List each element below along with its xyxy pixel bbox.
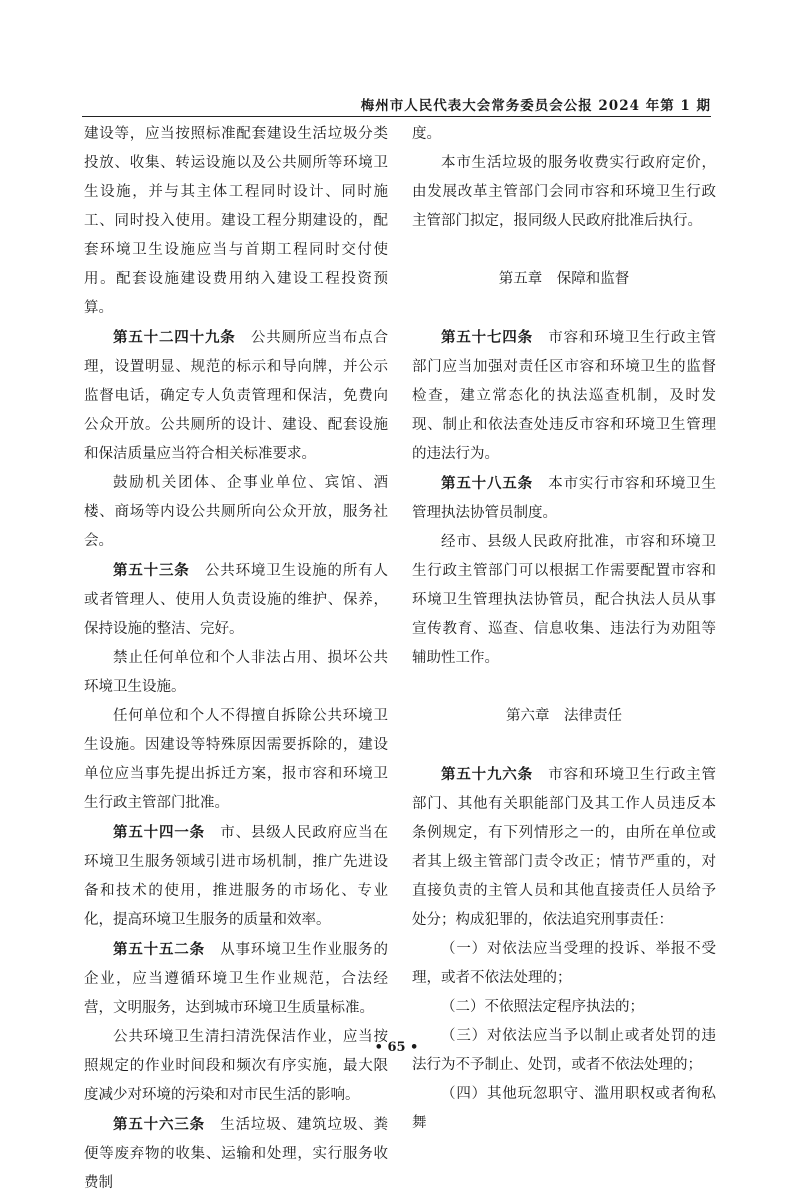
article-number: 第五十八五条 bbox=[441, 475, 533, 492]
paragraph: 度。 bbox=[412, 126, 441, 142]
article-number: 第五十四一条 bbox=[113, 824, 205, 841]
article-text: 从事环境卫生作业服务的企业，应当遵循环境卫生作业规范，合法经营，文明服务，达到城市环境卫生质量标准。 bbox=[84, 942, 389, 1016]
paragraph: 禁止任何单位和个人非法占用、损坏公共环境卫生设施。 bbox=[84, 650, 388, 695]
article-number: 第五十三条 bbox=[113, 562, 190, 579]
left-column bbox=[84, 120, 388, 1198]
article-58 bbox=[412, 469, 716, 528]
article-text: 市、县级人民政府应当在环境卫生服务领域引进市场机制，推广先进设备和技术的使用，推进服务的市场化、专业化，提高环境卫生服务的质量和效率。 bbox=[84, 825, 389, 928]
paragraph: 经市、县级人民政府批准，市容和环境卫生行政主管部门可以根据工作需要配置市容和环境卫生管理执法协管员，配合执法人员从事宣传教育、巡查、信息收集、违法行为劝阻等辅助性工作。 bbox=[412, 534, 716, 666]
list-item: （二）不依照法定程序执法的； bbox=[441, 999, 644, 1015]
page-number: • 65 • bbox=[374, 1040, 419, 1055]
article-56 bbox=[84, 1110, 388, 1198]
article-text: 公共环境卫生设施的所有人或者管理人、使用人负责设施的维护、保养，保持设施的整洁、完好。 bbox=[84, 563, 389, 637]
list-item: （四）其他玩忽职守、滥用职权或者徇私舞 bbox=[412, 1086, 716, 1131]
header-rule bbox=[82, 116, 711, 117]
chapter-heading: 第六章 法律责任 bbox=[506, 708, 622, 724]
article-text: 本市实行市容和环境卫生管理执法协管员制度。 bbox=[412, 476, 717, 521]
paragraph: 本市生活垃圾的服务收费实行政府定价，由发展改革主管部门会同市容和环境卫生行政主管部门拟定，报同级人民政府批准后执行。 bbox=[412, 155, 716, 229]
paragraph: 公共环境卫生清扫清洗保洁作业，应当按照规定的作业时间段和频次有序实施，最大限度减少对环境的污染和对市民生活的影响。 bbox=[84, 1029, 388, 1103]
article-53 bbox=[84, 556, 388, 644]
paragraph: 建设等，应当按照标准配套建设生活垃圾分类投放、收集、转运设施以及公共厕所等环境卫生设施，并与其主体工程同时设计、同时施工、同时投入使用。建设工程分期建设的，配套环境卫生设施应当与首期工程同时交付使用。配套设施建设费用纳入建设工程投资预算。 bbox=[84, 126, 388, 316]
list-item: （三）对依法应当予以制止或者处罚的违法行为不予制止、处罚，或者不依法处理的； bbox=[412, 1028, 716, 1073]
article-text: 公共厕所应当布点合理，设置明显、规范的标示和导向牌，并公示监督电话，确定专人负责管理和保洁，免费向公众开放。公共厕所的设计、建设、配套设施和保洁质量应当符合相关标准要求。 bbox=[84, 330, 389, 462]
article-number: 第五十六三条 bbox=[113, 1116, 205, 1133]
article-54 bbox=[84, 818, 388, 935]
bulletin-header: 梅州市人民代表大会常务委员会公报 2024 年第 1 期 bbox=[360, 98, 711, 114]
chapter-heading: 第五章 保障和监督 bbox=[498, 271, 630, 287]
article-52 bbox=[84, 323, 388, 469]
article-number: 第五十二四十九条 bbox=[113, 329, 236, 346]
article-55 bbox=[84, 935, 388, 1023]
article-59 bbox=[412, 760, 716, 935]
article-number: 第五十五二条 bbox=[113, 941, 205, 958]
article-number: 第五十九六条 bbox=[441, 766, 533, 783]
paragraph: 任何单位和个人不得擅自拆除公共环境卫生设施。因建设等特殊原因需要拆除的，建设单位应当事先提出拆迁方案，报市容和环境卫生行政主管部门批准。 bbox=[84, 708, 388, 811]
article-text: 生活垃圾、建筑垃圾、粪便等废弃物的收集、运输和处理，实行服务收费制 bbox=[84, 1117, 389, 1191]
article-text: 市容和环境卫生行政主管部门应当加强对责任区市容和环境卫生的监督检查，建立常态化的执法巡查机制，及时发现、制止和依法查处违反市容和环境卫生管理的违法行为。 bbox=[412, 330, 717, 462]
article-number: 第五十七四条 bbox=[441, 329, 533, 346]
article-57 bbox=[412, 323, 716, 469]
paragraph: 鼓励机关团体、企事业单位、宾馆、酒楼、商场等内设公共厕所向公众开放，服务社会。 bbox=[84, 475, 388, 549]
list-item: （一）对依法应当受理的投诉、举报不受理，或者不依法处理的； bbox=[412, 941, 716, 986]
right-column bbox=[412, 120, 716, 1138]
article-text: 市容和环境卫生行政主管部门、其他有关职能部门及其工作人员违反本条例规定，有下列情形之一的，由所在单位或者其上级主管部门责令改正；情节严重的，对直接负责的主管人员和其他直接责任人员给予处分；构成犯罪的，依法追究刑事责任： bbox=[412, 767, 717, 928]
